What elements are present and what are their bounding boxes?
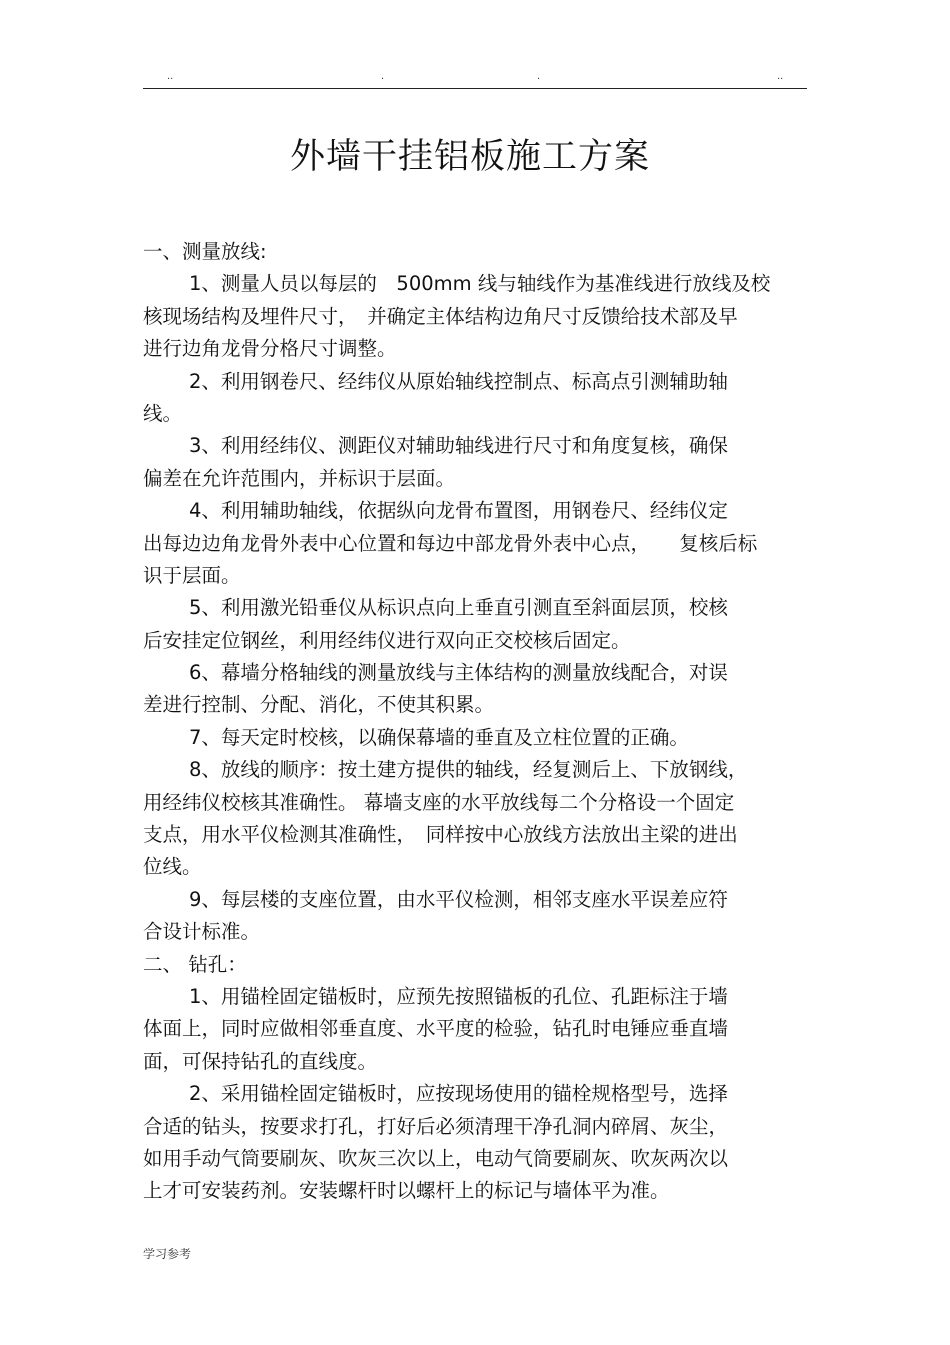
body-text-line: 出每边边角龙骨外表中心位置和每边中部龙骨外表中心点， 复核后标: [143, 531, 758, 555]
body-text-line: 7、每天定时校核，以确保幕墙的垂直及立柱位置的正确。: [189, 725, 689, 749]
body-text-line: 差进行控制、分配、消化，不使其积累。: [143, 693, 495, 717]
header-divider: [143, 88, 807, 89]
body-text-line: 6、幕墙分格轴线的测量放线与主体结构的测量放线配合，对误: [189, 661, 728, 685]
page-header-marks: [143, 70, 807, 84]
body-text-line: 3、利用经纬仪、测距仪对辅助轴线进行尺寸和角度复核，确保: [189, 434, 728, 458]
body-text-line: 二、 钻孔：: [143, 952, 247, 976]
header-mark: .: [381, 71, 385, 82]
body-text-line: 偏差在允许范围内，并标识于层面。: [143, 466, 456, 490]
body-text-line: 用经纬仪校核其准确性。 幕墙支座的水平放线每二个分格设一个固定: [143, 790, 735, 814]
document-title: 外墙干挂铝板施工方案: [289, 137, 650, 177]
body-text-line: 核现场结构及埋件尺寸， 并确定主体结构边角尺寸反馈给技术部及早: [143, 304, 738, 328]
document-body: [143, 236, 807, 1208]
body-text-line: 识于层面。: [143, 563, 241, 587]
header-mark: .: [537, 71, 541, 82]
body-text-line: 一、测量放线:: [143, 240, 267, 263]
body-text-line: 线。: [143, 401, 183, 425]
body-text-line: 体面上，同时应做相邻垂直度、水平度的检验，钻孔时电锤应垂直墙: [143, 1017, 729, 1041]
body-text-line: 1、用锚栓固定锚板时，应预先按照锚板的孔位、孔距标注于墙: [189, 984, 728, 1008]
body-text-line: 进行边角龙骨分格尺寸调整。: [143, 337, 397, 361]
header-mark: ..: [167, 71, 174, 82]
page-footer: 学习参考: [143, 1247, 192, 1261]
body-text-line: 位线。: [143, 855, 202, 879]
body-text-line: 合设计标准。: [143, 920, 261, 944]
body-text-line: 后安挂定位钢丝，利用经纬仪进行双向正交校核后固定。: [143, 628, 631, 652]
body-text-line: 面，可保持钻孔的直线度。: [143, 1049, 378, 1073]
body-text-line: 合适的钻头，按要求打孔，打好后必须清理干净孔洞内碎屑、灰尘，: [143, 1114, 729, 1138]
body-text-line: 1、测量人员以每层的 500mm 线与轴线作为基准线进行放线及校: [189, 272, 771, 296]
body-text-line: 2、利用钢卷尺、经纬仪从原始轴线控制点、标高点引测辅助轴: [189, 369, 728, 393]
body-text-line: 9、每层楼的支座位置，由水平仪检测，相邻支座水平误差应符: [189, 887, 728, 911]
body-text-line: 2、采用锚栓固定锚板时，应按现场使用的锚栓规格型号，选择: [189, 1082, 728, 1106]
body-text-line: 8、放线的顺序：按土建方提供的轴线，经复测后上、下放钢线，: [189, 758, 748, 782]
body-text-line: 5、利用激光铅垂仪从标识点向上垂直引测直至斜面层顶，校核: [189, 596, 728, 620]
body-text-line: 如用手动气筒要刷灰、吹灰三次以上，电动气筒要刷灰、吹灰两次以: [143, 1146, 729, 1170]
body-text-line: 4、利用辅助轴线，依据纵向龙骨布置图，用钢卷尺、经纬仪定: [189, 499, 728, 523]
body-text-line: 上才可安装药剂。安装螺杆时以螺杆上的标记与墙体平为准。: [143, 1179, 670, 1203]
header-mark: ..: [777, 71, 784, 82]
body-text-line: 支点，用水平仪检测其准确性， 同样按中心放线方法放出主梁的进出: [143, 823, 738, 847]
